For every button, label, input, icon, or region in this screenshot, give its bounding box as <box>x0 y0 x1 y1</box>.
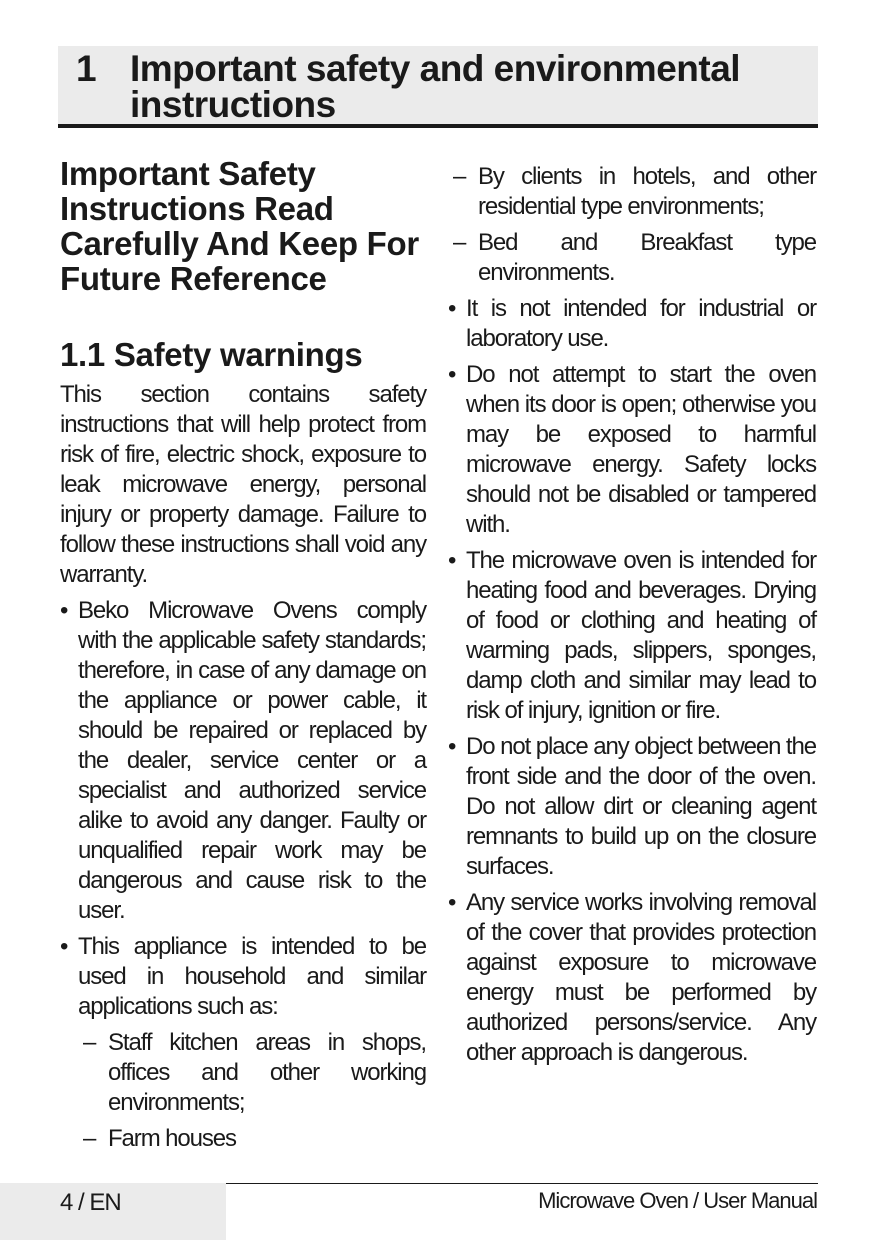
dash-icon: – <box>83 1029 96 1056</box>
bullet-text: The microwave oven is intended for heating food and beverages. Drying of food or clothing and heating of warming pads, slippers, sponges, damp cloth and similar may lead to risk of injury, ignition or fire. <box>466 547 816 724</box>
bullet-icon: • <box>448 295 456 322</box>
chapter-number: 1 <box>76 48 97 89</box>
bullet-text: Do not place any object between the front side and the door of the oven. Do not allow dirt or cleaning agent remnants to build up on the closure surfaces. <box>466 733 816 880</box>
chapter-header <box>58 46 818 128</box>
right-column <box>448 156 816 1068</box>
left-bullet-list <box>60 596 426 1154</box>
bullet-text: It is not intended for industrial or laboratory use. <box>466 295 816 352</box>
dash-item <box>448 162 816 222</box>
bullet-item <box>60 932 426 1154</box>
dash-item <box>78 1028 426 1118</box>
bullet-icon: • <box>60 597 68 624</box>
bullet-icon: • <box>448 361 456 388</box>
dash-icon: – <box>83 1125 96 1152</box>
dash-text: Farm houses <box>108 1125 236 1152</box>
footer-divider <box>226 1183 818 1184</box>
bullet-text: Beko Microwave Ovens comply with the applicable safety standards; therefore, in case of any damage on the appliance or power cable, it should be repaired or replaced by the dealer, service center or a specialist and authorized service alike to avoid any danger. Faulty or unqualified repair work may be dangerous and cause risk to the user. <box>78 597 426 924</box>
bullet-text: Any service works involving removal of the cover that provides protection against exposure to microwave energy must be performed by authorized persons/service. Any other approach is dangerous. <box>466 889 816 1066</box>
bullet-text: This appliance is intended to be used in household and similar applications such as: <box>78 933 426 1020</box>
dash-icon: – <box>453 163 466 190</box>
bullet-text: Do not attempt to start the oven when its door is open; otherwise you may be exposed to harmful microwave energy. Safety locks should not be disabled or tampered with. <box>466 361 816 538</box>
intro-paragraph: This section contains safety instructions that will help protect from risk of fire, electric shock, exposure to leak microwave energy, personal injury or property damage. Failure to follow these instructions shall void any warranty. <box>60 381 426 588</box>
bullet-icon: • <box>448 733 456 760</box>
dash-item <box>448 228 816 288</box>
dash-text: Bed and Breakfast type environments. <box>478 229 816 286</box>
chapter-title: Important safety and environmental instructions <box>130 48 741 125</box>
usage-examples-list <box>78 1028 426 1154</box>
usage-examples-continued-list <box>448 162 816 288</box>
subsection-heading: 1.1 Safety warnings <box>60 336 363 373</box>
dash-text: Staff kitchen areas in shops, offices and other working environments; <box>108 1029 426 1116</box>
dash-text: By clients in hotels, and other residential type environments; <box>478 163 816 220</box>
bullet-item <box>448 732 816 882</box>
bullet-item <box>448 294 816 354</box>
dash-item <box>78 1124 426 1154</box>
document-title: Microwave Oven / User Manual <box>538 1188 817 1213</box>
bullet-item <box>448 546 816 726</box>
bullet-icon: • <box>448 547 456 574</box>
bullet-icon: • <box>448 889 456 916</box>
bullet-item <box>60 596 426 926</box>
bullet-item <box>448 888 816 1068</box>
bullet-icon: • <box>60 933 68 960</box>
left-column <box>60 152 426 1154</box>
section-heading: Important Safety Instructions Read Carefully And Keep For Future Reference <box>60 155 419 297</box>
dash-icon: – <box>453 229 466 256</box>
page-number: 4 / EN <box>60 1189 121 1216</box>
right-bullet-list <box>448 294 816 1068</box>
bullet-item <box>448 360 816 540</box>
